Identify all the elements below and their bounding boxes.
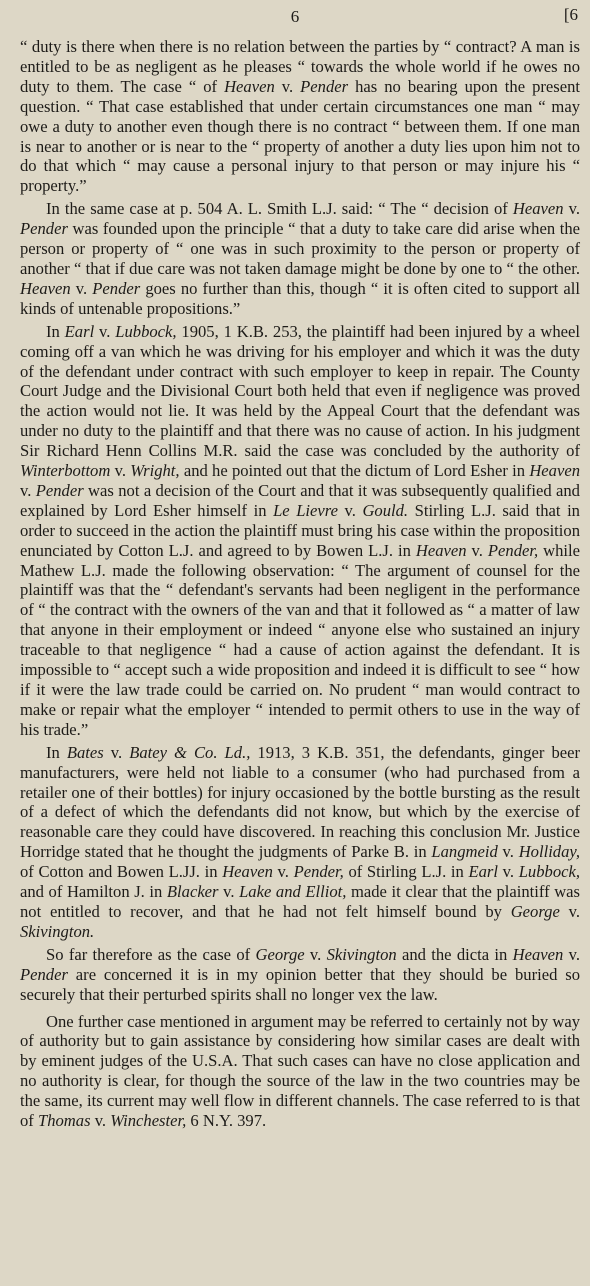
text-run: v. [466,540,488,560]
text-run: v. [337,500,363,520]
case-name-italic: Bates [66,742,104,762]
case-name-italic: Skivington. [20,921,95,941]
case-name-italic: Thomas [37,1111,91,1131]
text-run: v. [94,321,116,341]
paragraph-4 [20,743,580,942]
text-run: v. [498,862,519,882]
text-run: v. [218,882,240,902]
case-name-italic: Heaven [512,199,564,219]
text-run: v. [559,901,580,921]
case-name-italic: Pender [35,480,84,500]
text-run: v. [497,842,519,862]
case-name-italic: Earl [468,862,499,882]
text-run: was founded upon the principle “ that a duty to take care did arise when the person or property of “ one was in such proximity to the person or property of another “ that if due care was not taken damage might be done by one to “ the other. [20,219,580,278]
case-name-italic: Pender [92,278,141,298]
text-run: v. [304,944,327,964]
text-run: are concerned it is in my opinion better that they should be buried so securely that their perturbed spirits shall no longer vex the law. [20,964,580,1004]
text-run: has no bearing upon the present question. “ That case established that under certain circumstances one man “ may owe a duty to another even though there is no contract “ between them. If one man is near to another or is near to the “ property of another a duty lies upon him not to do that which “ may cause a personal injury to that person or may injure his “ property.” [20,76,580,196]
paragraph-1 [20,37,580,196]
case-name-italic: Skivington [326,944,397,964]
page-number: 6 [290,7,300,26]
case-name-italic: Heaven [529,461,580,481]
case-name-italic: Blacker [166,882,219,902]
text-run: and the dicta in [396,944,513,964]
text-run: v. [20,480,36,500]
case-name-italic: Heaven [222,862,273,882]
case-name-italic: Heaven [415,540,467,560]
text-run: v. [110,461,131,481]
case-name-italic: Pender, [487,540,539,560]
text-run: while Mathew L.J. made the following observation: “ The argument of counsel for the plaintiff was that the “ defendant's servants had been negligent in the performance of “ the contract with the owners of the van and that it followed as “ a matter of law that anyone in their employment or indeed “ anyone else who sustained an injury traceable to that negligence “ had a cause of action against the defendant. It is impossible to “ accept such a wide proposition and indeed it is difficult to see “ how if it were the law trade could be carried on. No prudent “ man would contract to make or repair what the employer “ intended to permit others to use in the way of his trade.” [20,540,580,739]
text-run: was not a decision of the Court and that it was subsequently qualified and explained by Lord Esher himself in [20,480,580,520]
text-run: In [46,742,67,762]
text-run: v. [103,742,130,762]
text-run: 1913, 3 K.B. 351, the defendants, ginger beer manufacturers, were held not liable to a consumer (who had purchased from a retailer one of their bottles) for injury occasioned by the bottle bursting as the result of a defect of which the defendants did not know, but which by the exercise of reasonable care they could have discovered. In reaching this conclusion Mr. Justice Horridge stated that he thought the judgments of Parke B. in [20,742,580,862]
case-name-italic: Pender [300,76,349,96]
text-run: Stirling L.J. said that in order to succeed in the action the plaintiff must bring his case within the proposition enunciated by Cotton L.J. and agreed to by Bowen L.J. in [20,500,580,560]
case-name-italic: Lake and Elliot, [239,882,347,902]
text-run: 6 N.Y. 397. [186,1111,267,1131]
text-run: In the same case at p. 504 A. L. Smith L.J. said: “ The “ decision of [46,199,513,219]
case-name-italic: George [255,944,305,964]
case-name-italic: Earl [64,321,95,341]
case-name-italic: Heaven [224,76,275,96]
paragraph-5 [20,945,580,1005]
text-run: goes no further than this, though “ it is often cited to support all kinds of untenable propositions.” [20,278,580,318]
paragraph-6 [20,1012,580,1131]
text-run: v. [274,76,301,96]
text-run: v. [563,944,580,964]
text-run: 1905, 1 K.B. 253, the plaintiff had been injured by a wheel coming off a van which he was driving for his employer and which it was the duty of the defendant under contract with such employer to keep in repair. The County Court Judge and the Divisional Court both held that even if negligence was proved the action would not lie. It was held by the Appeal Court that the defendant was under no duty to the plaintiff and that there was no cause of action. In his judgment Sir Richard Henn Collins M.R. said the case was concluded by the authority of [20,321,580,461]
paragraph-3 [20,322,580,740]
case-name-italic: Wright, [130,461,180,481]
case-name-italic: Le Lievre [273,500,338,520]
judgment-text [20,37,580,1134]
text-run: v. [272,862,294,882]
text-run: v. [70,278,93,298]
text-run: of Cotton and Bowen L.JJ. in [20,862,223,882]
case-name-italic: Gould. [362,500,409,520]
case-name-italic: Lubbock, [518,862,580,882]
case-name-italic: Pender, [293,862,344,882]
case-name-italic: Heaven [512,944,564,964]
text-run: One further case mentioned in argument may be referred to certainly not by way of authority but to gain assistance by considering how similar cases are dealt with by eminent judges of the U.S.A. That such cases can have no close application and no authority is clear, for though the source of the law in the two countries may be the same, its current may well flow in different channels. The case referred to is that of [20,1011,580,1131]
text-run: In [46,321,65,341]
text-run: So far therefore as the case of [46,944,256,964]
case-name-italic: Holliday, [518,842,580,862]
text-run: made it clear that the plaintiff was not entitled to recover, and that he had not felt himself bound by [20,882,580,921]
text-run: v. [90,1111,111,1131]
case-name-italic: Heaven [20,278,71,298]
case-name-italic: Batey & Co. Ld., [129,742,251,762]
margin-page-mark: [6 [563,5,578,24]
case-name-italic: Lubbock, [115,321,177,341]
case-name-italic: George [510,901,560,921]
case-name-italic: Winchester, [110,1111,187,1131]
text-run: and of Hamilton J. in [20,882,167,902]
text-run: and he pointed out that the dictum of Lord Esher in [179,461,530,481]
text-run: “ duty is there when there is no relation between the parties by “ contract? A man is entitled to be as negligent as he pleases “ towards the whole world if he owes no duty to them. The case “ of [20,37,580,96]
paragraph-2 [20,199,580,318]
case-name-italic: Pender [20,219,68,239]
case-name-italic: Langmeid [431,842,498,862]
case-name-italic: Winterbottom [20,461,111,481]
case-name-italic: Pender [20,964,68,984]
text-run: v. [563,199,580,219]
text-run: of Stirling L.J. in [343,862,469,882]
